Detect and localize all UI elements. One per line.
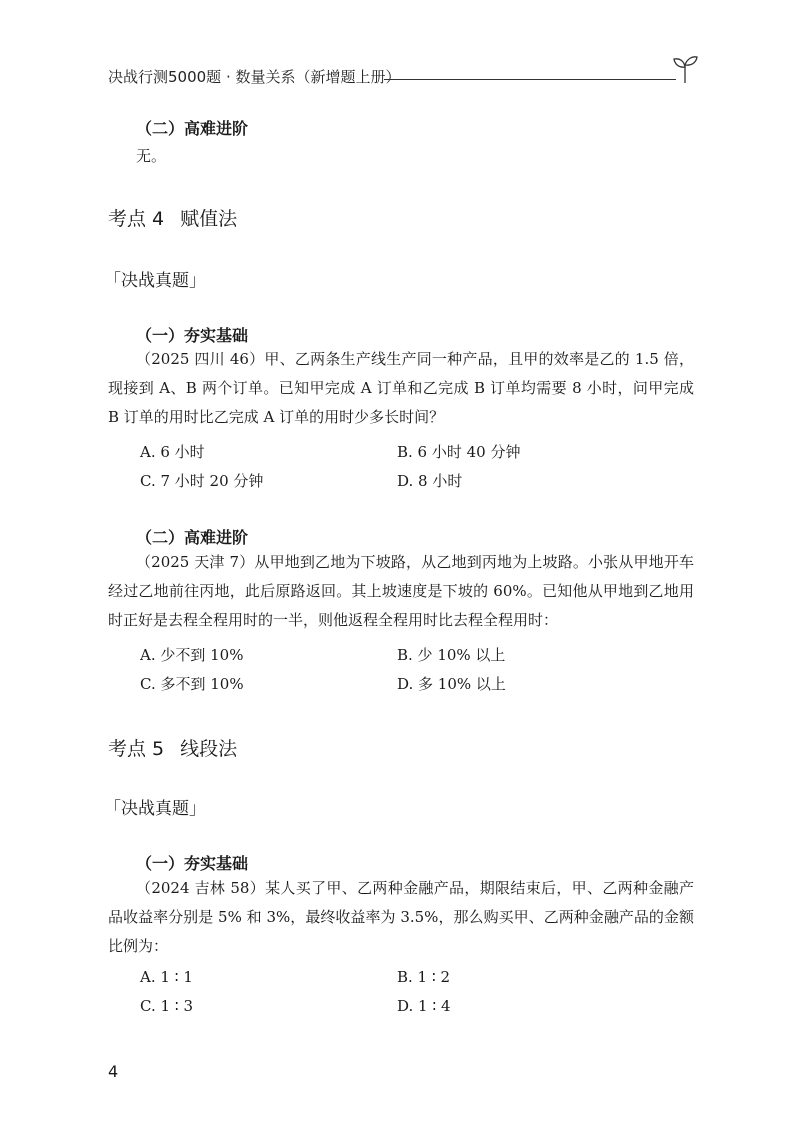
option-b: B. 1 ∶ 2 bbox=[397, 968, 451, 986]
option-b: B. 6 小时 40 分钟 bbox=[397, 443, 521, 461]
section-subtitle: （二）高难进阶 bbox=[136, 119, 249, 138]
juezhan-label: 「决战真题」 bbox=[104, 799, 206, 819]
option-a: A. 6 小时 bbox=[140, 443, 205, 461]
option-a: A. 少不到 10% bbox=[140, 646, 244, 664]
header-rule bbox=[384, 79, 676, 80]
sprout-icon bbox=[672, 54, 698, 84]
kaodian-title: 线段法 bbox=[180, 738, 238, 760]
kaodian-4-heading bbox=[108, 204, 237, 231]
option-a: A. 1 ∶ 1 bbox=[140, 968, 193, 986]
kaodian-label: 考点 5 bbox=[108, 738, 165, 760]
option-d: D. 8 小时 bbox=[397, 472, 463, 490]
kaodian-title: 赋值法 bbox=[180, 208, 238, 230]
option-d: D. 1 ∶ 4 bbox=[397, 997, 451, 1015]
kaodian-5-heading bbox=[108, 734, 237, 761]
page-number: 4 bbox=[108, 1062, 119, 1081]
running-header bbox=[108, 64, 698, 90]
header-title: 决战行测5000题 · 数量关系（新增题上册） bbox=[108, 68, 401, 86]
section-subtitle: （一）夯实基础 bbox=[136, 854, 249, 873]
option-c: C. 多不到 10% bbox=[140, 675, 244, 693]
question-text: （2025 四川 46）甲、乙两条生产线生产同一种产品，且甲的效率是乙的 1.5 倍，现接到 A、B 两个订单。已知甲完成 A 订单和乙完成 B 订单均需要 8 小时，问甲完成 B 订单的用时比乙完成 A 订单的用时少多长时间？ bbox=[108, 350, 694, 426]
option-c: C. 1 ∶ 3 bbox=[140, 997, 194, 1015]
option-c: C. 7 小时 20 分钟 bbox=[140, 472, 264, 490]
kaodian-label: 考点 4 bbox=[108, 208, 165, 230]
option-b: B. 少 10% 以上 bbox=[397, 646, 506, 664]
question-text: （2024 吉林 58）某人买了甲、乙两种金融产品，期限结束后，甲、乙两种金融产品收益率分别是 5% 和 3%，最终收益率为 3.5%，那么购买甲、乙两种金融产品的金额比例为： bbox=[108, 879, 694, 955]
section-subtitle: （二）高难进阶 bbox=[136, 528, 249, 547]
option-d: D. 多 10% 以上 bbox=[397, 675, 506, 693]
question-text: （2025 天津 7）从甲地到乙地为下坡路，从乙地到丙地为上坡路。小张从甲地开车经过乙地前往丙地，此后原路返回。其上坡速度是下坡的 60%。已知他从甲地到乙地用时正好是去程全程用时的一半，则他返程全程用时比去程全程用时： bbox=[108, 553, 694, 629]
section-subtitle: （一）夯实基础 bbox=[136, 326, 249, 345]
juezhan-label: 「决战真题」 bbox=[104, 271, 206, 291]
section-body: 无。 bbox=[136, 147, 167, 165]
